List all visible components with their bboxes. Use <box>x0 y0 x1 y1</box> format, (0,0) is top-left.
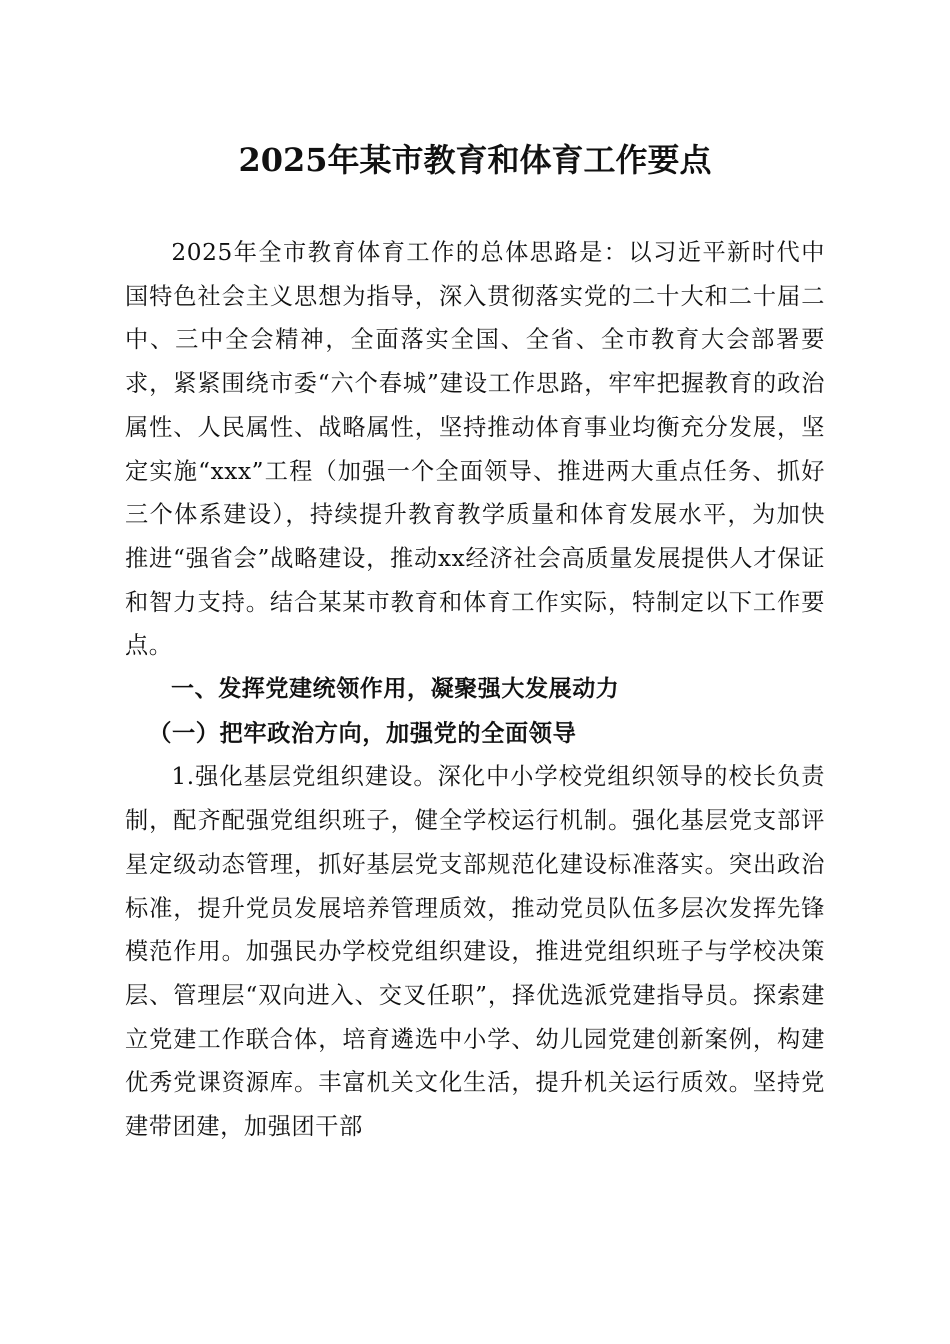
document-body <box>125 231 825 1149</box>
document-title: 2025年某市教育和体育工作要点 <box>238 141 712 179</box>
intro-paragraph: 2025年全市教育体育工作的总体思路是：以习近平新时代中国特色社会主义思想为指导，深入贯彻落实党的二十大和二十届二中、三中全会精神，全面落实全国、全省、全市教育大会部署要求，紧紧围绕市委“六个春城”建设工作思路，牢牢把握教育的政治属性、人民属性、战略属性，坚持推动体育事业均衡充分发展，坚定实施“xxx”工程（加强一个全面领导、推进两大重点任务、抓好三个体系建设），持续提升教育教学质量和体育发展水平，为加快推进“强省会”战略建设，推动xx经济社会高质量发展提供人才保证和智力支持。结合某某市教育和体育工作实际，特制定以下工作要点。 <box>125 239 825 660</box>
section-heading-1: 一、发挥党建统领作用，凝聚强大发展动力 <box>171 676 620 703</box>
item-paragraph-1: 1.强化基层党组织建设。深化中小学校党组织领导的校长负责制，配齐配强党组织班子，健全学校运行机制。强化基层党支部评星定级动态管理，抓好基层党支部规范化建设标准落实。突出政治标准，提升党员发展培养管理质效，推动党员队伍多层次发挥先锋模范作用。加强民办学校党组织建设，推进党组织班子与学校决策层、管理层“双向进入、交叉任职”，择优选派党建指导员。探索建立党建工作联合体，培育遴选中小学、幼儿园党建创新案例，构建优秀党课资源库。丰富机关文化生活，提升机关运行质效。坚持党建带团建，加强团干部 <box>125 763 825 1141</box>
subsection-heading-1: （一）把牢政治方向，加强党的全面领导 <box>148 719 577 747</box>
